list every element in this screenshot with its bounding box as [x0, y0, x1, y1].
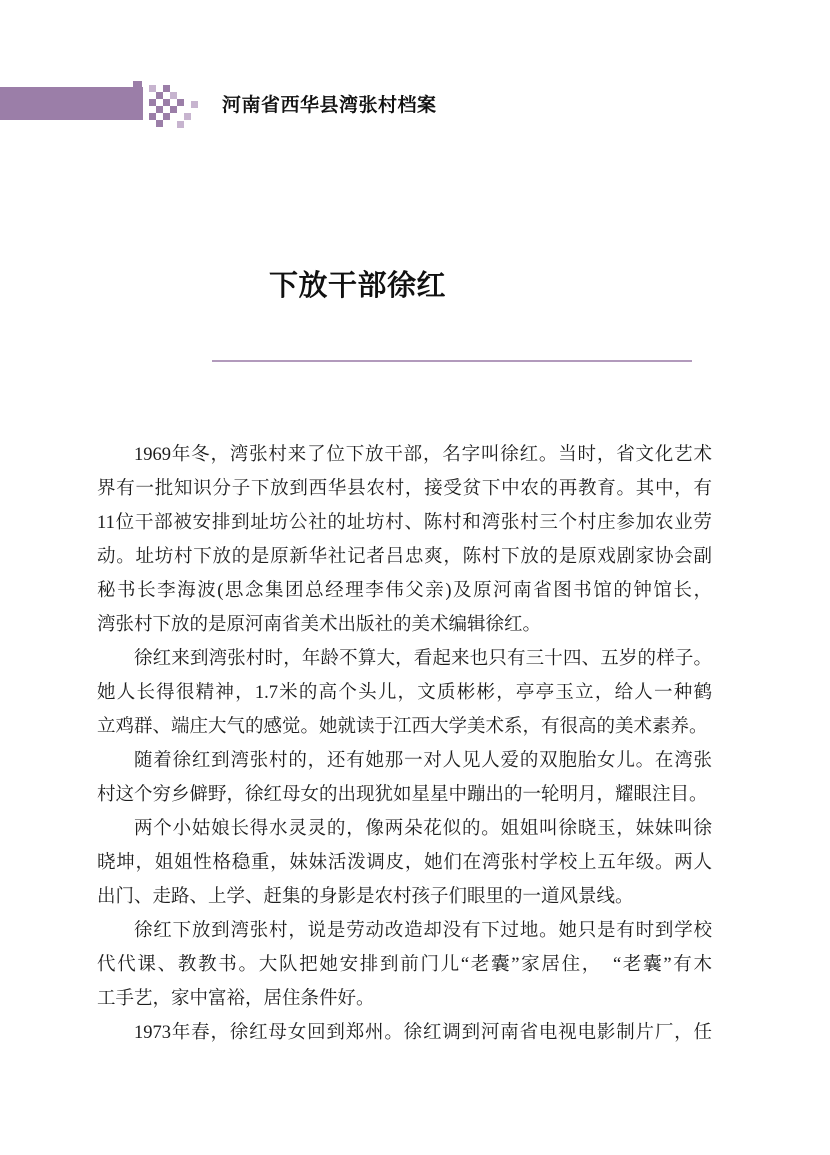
paragraph [97, 1016, 712, 1050]
body-text [97, 438, 712, 1050]
text-line: 立鸡群、端庄大气的感觉。她就读于江西大学美术系，有很高的美术素养。 [97, 717, 708, 737]
text-line: 代代课、教教书。大队把她安排到前门儿“老囊”家居住， “老囊”有木 [97, 955, 712, 975]
text-line: 两个小姑娘长得水灵灵的，像两朵花似的。姐姐叫徐晓玉，妹妹叫徐 [134, 819, 712, 839]
text-line: 徐红来到湾张村时，年龄不算大，看起来也只有三十四、五岁的样子。 [134, 649, 712, 669]
text-line: 晓坤，姐姐性格稳重，妹妹活泼调皮，她们在湾张村学校上五年级。两人 [97, 853, 712, 873]
paragraph [97, 812, 712, 914]
text-line: 出门、走路、上学、赶集的身影是农村孩子们眼里的一道风景线。 [97, 887, 634, 907]
text-line: 11位干部被安排到址坊公社的址坊村、陈村和湾张村三个村庄参加农业劳 [97, 513, 712, 533]
paragraph [97, 438, 712, 642]
paragraph [97, 744, 712, 812]
header-archive-label: 河南省西华县湾张村档案 [222, 95, 437, 116]
text-line: 秘书长李海波(思念集团总经理李伟父亲)及原河南省图书馆的钟馆长， [97, 581, 712, 601]
text-line: 村这个穷乡僻野，徐红母女的出现犹如星星中蹦出的一轮明月，耀眼注目。 [97, 785, 708, 805]
text-line: 湾张村下放的是原河南省美术出版社的美术编辑徐红。 [97, 615, 542, 635]
chapter-title: 下放干部徐红 [269, 270, 447, 302]
paragraph [97, 642, 712, 744]
title-divider-line [212, 360, 692, 362]
paragraph [97, 914, 712, 1016]
text-line: 随着徐红到湾张村的，还有她那一对人见人爱的双胞胎女儿。在湾张 [134, 751, 712, 771]
text-line: 动。址坊村下放的是原新华社记者吕忠爽，陈村下放的是原戏剧家协会副 [97, 547, 712, 567]
text-line: 工手艺，家中富裕，居住条件好。 [97, 989, 375, 1009]
header-checker-decoration [0, 80, 210, 140]
text-line: 界有一批知识分子下放到西华县农村，接受贫下中农的再教育。其中，有 [97, 479, 712, 499]
text-line: 徐红下放到湾张村，说是劳动改造却没有下过地。她只是有时到学校 [134, 921, 712, 941]
text-line: 1973年春，徐红母女回到郑州。徐红调到河南省电视电影制片厂，任 [134, 1023, 712, 1043]
text-line: 1969年冬，湾张村来了位下放干部，名字叫徐红。当时，省文化艺术 [134, 445, 712, 465]
text-line: 她人长得很精神，1.7米的高个头儿，文质彬彬，亭亭玉立，给人一种鹤 [97, 683, 712, 703]
